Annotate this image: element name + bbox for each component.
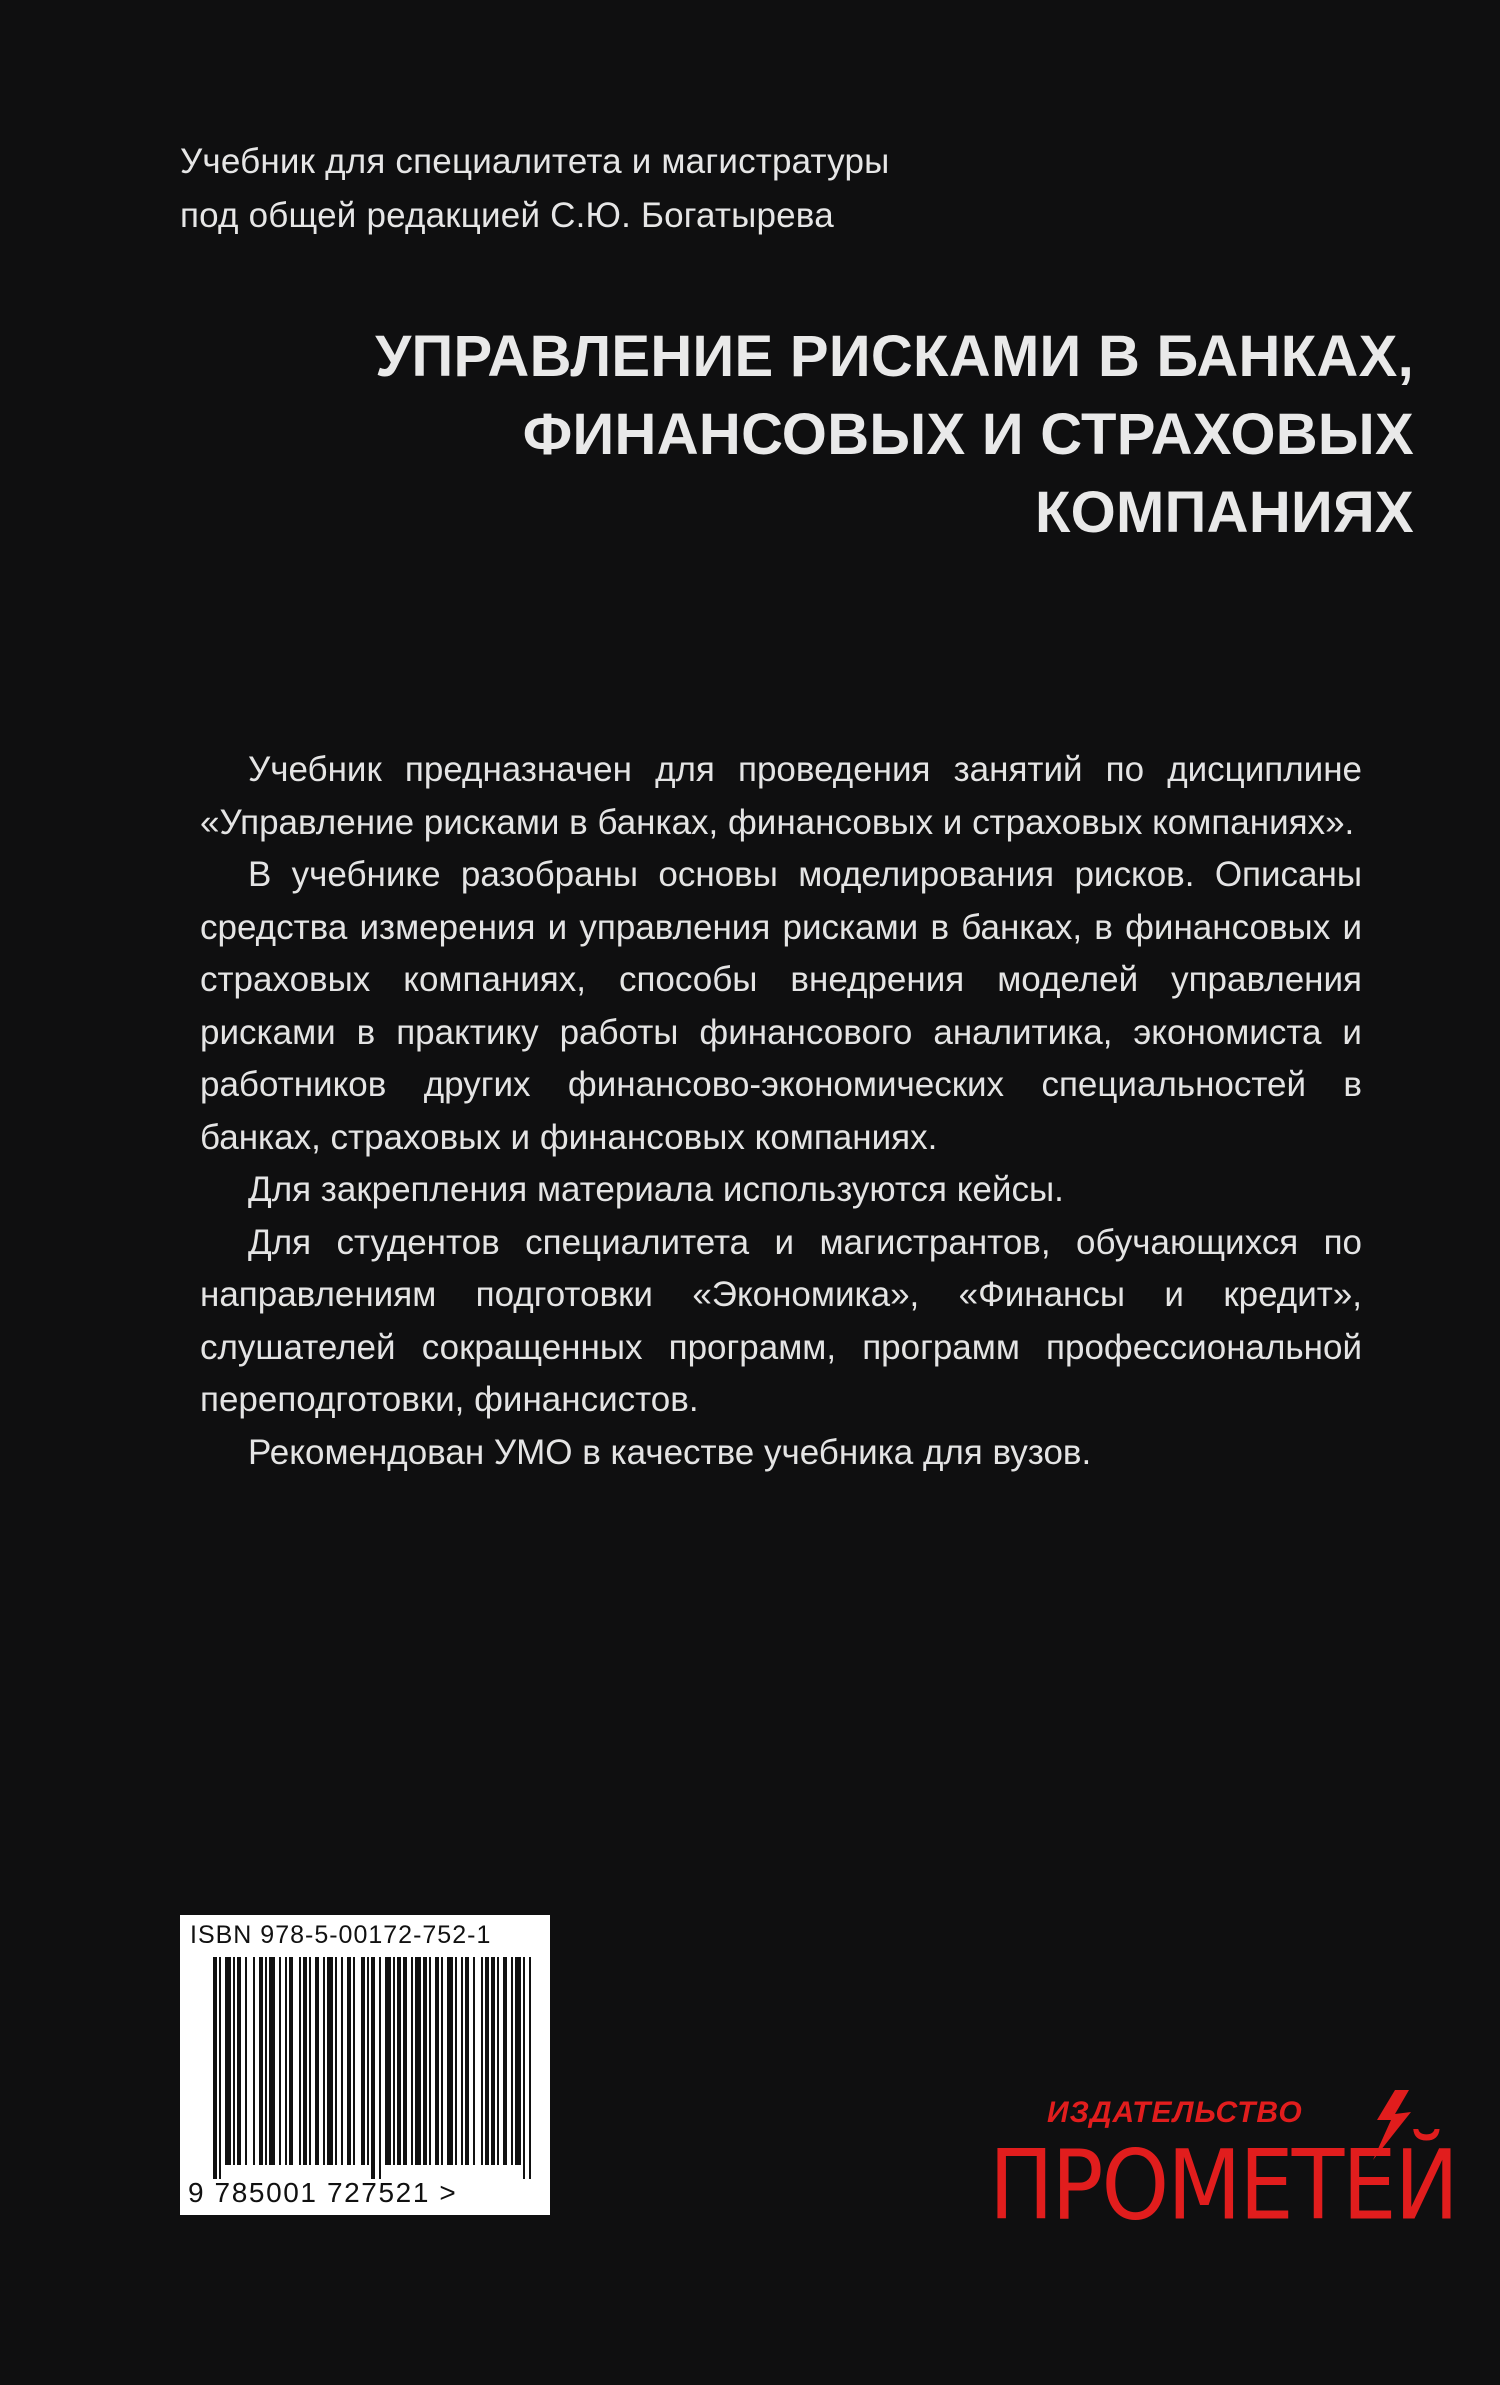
barcode-bar: [447, 1957, 453, 2165]
publisher-logo-top-text: ИЗДАТЕЛЬСТВО: [1047, 2096, 1303, 2129]
subtitle-line-2: под общей редакцией С.Ю. Богатырева: [180, 196, 834, 235]
publisher-logo: [985, 2090, 1457, 2242]
barcode-bar: [245, 1957, 247, 2165]
barcode-bar: [485, 1957, 489, 2165]
barcode-bar: [429, 1957, 431, 2165]
barcode-bar: [371, 1957, 375, 2179]
description-paragraph-3: Для закрепления материала используются кейсы.: [248, 1170, 1064, 1209]
description: [200, 744, 1362, 1479]
barcode-bar: [367, 1957, 369, 2165]
subtitle: [180, 135, 890, 243]
barcode-bar: [393, 1957, 395, 2165]
barcode-bar: [303, 1957, 307, 2165]
title-line-2: ФИНАНСОВЫХ И СТРАХОВЫХ: [522, 402, 1414, 467]
barcode-bar: [269, 1957, 275, 2165]
barcode-bar: [481, 1957, 483, 2165]
isbn-barcode-block: [180, 1915, 550, 2215]
barcode-bar: [219, 1957, 221, 2179]
description-paragraph-5: Рекомендован УМО в качестве учебника для вузов.: [248, 1432, 1092, 1472]
barcode-bar: [347, 1957, 351, 2165]
barcode-bar: [441, 1957, 443, 2165]
barcode-bar: [213, 1957, 217, 2179]
barcode-bar: [279, 1957, 281, 2165]
barcode-bar: [423, 1957, 427, 2165]
description-paragraph-2: В учебнике разобраны основы моделирования рисков. Описаны средства измерения и управления рисками в банках, в финансовых и страховых компаниях, способы внедрения моделей управления рисками в практику работы финансового аналитика, экономиста и работников других финансово-экономических специальностей в банках, страховых и финансовых компаниях.: [200, 855, 1362, 1157]
isbn-label: ISBN 978-5-00172-752-1: [190, 1921, 492, 1949]
barcode-bar: [341, 1957, 343, 2165]
barcode-bar: [491, 1957, 495, 2165]
barcode-bar: [289, 1957, 293, 2165]
barcode-bar: [253, 1957, 255, 2165]
barcode-bar: [259, 1957, 263, 2165]
subtitle-line-1: Учебник для специалитета и магистратуры: [180, 142, 890, 181]
barcode-bar: [415, 1957, 421, 2165]
barcode-bar: [315, 1957, 319, 2165]
barcode-bar: [403, 1957, 407, 2165]
barcode-bar: [497, 1957, 499, 2165]
barcode-image: [213, 1957, 533, 2179]
barcode-bar: [299, 1957, 301, 2165]
barcode-bar: [515, 1957, 521, 2165]
barcode-bar: [233, 1957, 235, 2165]
barcode-bar: [237, 1957, 241, 2165]
barcode-bar: [523, 1957, 525, 2179]
barcode-bar: [503, 1957, 507, 2165]
barcode-bar: [511, 1957, 513, 2165]
barcode-bar: [461, 1957, 463, 2165]
barcode-bar: [473, 1957, 475, 2165]
title-line-1: УПРАВЛЕНИЕ РИСКАМИ В БАНКАХ,: [375, 324, 1414, 389]
description-paragraph-1: Учебник предназначен для проведения занятий по дисциплине «Управление рисками в банках, финансовых и страховых компаниях».: [200, 750, 1362, 842]
barcode-bar: [529, 1957, 531, 2179]
barcode-bar: [323, 1957, 325, 2165]
barcode-bar: [435, 1957, 439, 2165]
barcode-bar: [225, 1957, 231, 2165]
barcode-bar: [309, 1957, 311, 2165]
barcode-bar: [465, 1957, 469, 2165]
barcode-bar: [265, 1957, 267, 2165]
barcode-bar: [385, 1957, 391, 2165]
barcode-bar: [285, 1957, 287, 2165]
publisher-logo-name: ПРОМЕТЕЙ: [989, 2130, 1457, 2242]
barcode-bar: [335, 1957, 337, 2165]
barcode-digits: 9 785001 727521 >: [188, 2177, 458, 2208]
barcode-bar: [327, 1957, 333, 2165]
barcode-bar: [379, 1957, 381, 2179]
barcode-bar: [397, 1957, 401, 2165]
barcode-bar: [411, 1957, 413, 2165]
barcode-bar: [353, 1957, 355, 2165]
book-title: [314, 318, 1414, 552]
flame-icon: [1365, 2090, 1417, 2160]
title-line-3: КОМПАНИЯХ: [1034, 480, 1414, 545]
barcode-bar: [455, 1957, 457, 2165]
description-paragraph-4: Для студентов специалитета и магистрантов, обучающихся по направлениям подготовки «Экономика», «Финансы и кредит», слушателей сокращенных программ, программ профессиональной переподготовки, финансистов.: [200, 1222, 1362, 1419]
barcode-bar: [361, 1957, 365, 2165]
